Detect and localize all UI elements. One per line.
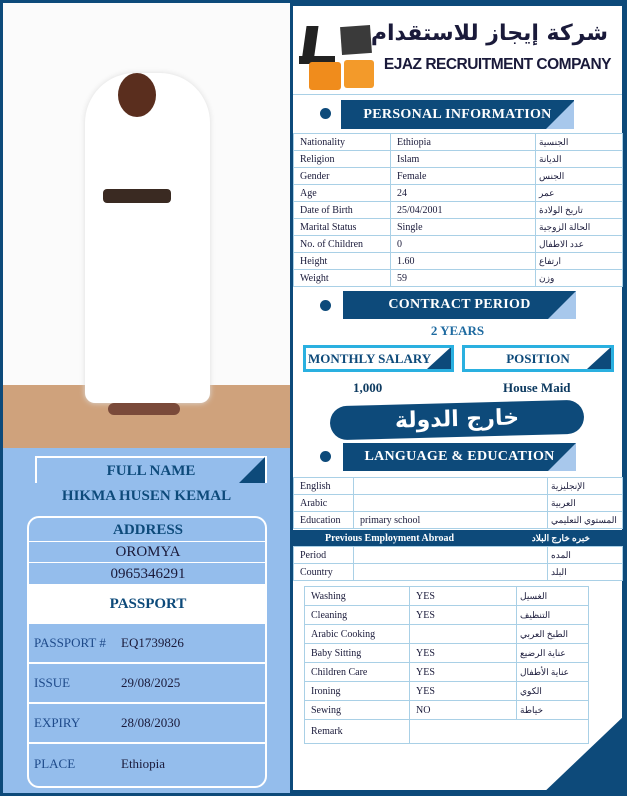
row-label: Sewing: [305, 701, 410, 720]
table-row: [294, 134, 623, 151]
company-name-en: EJAZ RECRUITMENT COMPANY: [383, 56, 611, 73]
passport-field-label: PASSPORT #: [34, 635, 106, 650]
address-passport-card: [27, 516, 267, 788]
remark-label: Remark: [305, 720, 410, 744]
table-row: [294, 478, 623, 495]
full-name-label: FULL NAME: [106, 462, 196, 479]
row-label: Children Care: [305, 663, 410, 682]
row-value: [354, 478, 548, 495]
row-label-ar: الإنجليزية: [548, 478, 623, 495]
table-row: [305, 606, 589, 625]
passport-field-label: PLACE: [34, 756, 76, 771]
row-label-ar: المستوي التعليمي: [548, 512, 623, 529]
row-label-ar: الطبخ العربي: [517, 625, 589, 644]
candidate-info-panel: [3, 448, 290, 793]
location-banner: خارج الدولة: [330, 400, 585, 441]
personal-info-table: [293, 133, 623, 287]
row-value: [354, 564, 548, 581]
salary-value: 1,000: [353, 380, 383, 395]
row-value: NO: [410, 701, 517, 720]
monthly-salary-box: MONTHLY SALARY: [303, 345, 454, 372]
row-label-ar: الكوي: [517, 682, 589, 701]
passport-field-label: EXPIRY: [34, 715, 81, 730]
passport-field-value: 28/08/2030: [121, 715, 181, 730]
company-name-ar: شركة إيجاز للاستقدام: [370, 21, 608, 46]
row-label: Period: [294, 547, 354, 564]
passport-title: PASSPORT: [109, 596, 187, 612]
row-label: Education: [294, 512, 354, 529]
row-label: Weight: [294, 270, 391, 287]
row-value: YES: [410, 682, 517, 701]
table-row: [294, 547, 623, 564]
row-value: 25/04/2001: [391, 202, 536, 219]
row-label-ar: وزن: [536, 270, 623, 287]
row-value: 24: [391, 185, 536, 202]
table-row: [294, 151, 623, 168]
row-label: Marital Status: [294, 219, 391, 236]
figure-body: [85, 73, 210, 403]
row-label: Ironing: [305, 682, 410, 701]
row-label: Arabic: [294, 495, 354, 512]
contract-period-header: CONTRACT PERIOD: [343, 291, 576, 319]
table-row: [294, 253, 623, 270]
row-label-ar: عدد الاطفال: [536, 236, 623, 253]
table-row: [305, 682, 589, 701]
row-label-ar: التنظيف: [517, 606, 589, 625]
row-label-ar: عناية الرضيع: [517, 644, 589, 663]
table-row: [294, 236, 623, 253]
row-value: Single: [391, 219, 536, 236]
contract-period-value: 2 YEARS: [430, 323, 485, 338]
table-row: [305, 587, 589, 606]
row-label-ar: الجنسية: [536, 134, 623, 151]
row-label-ar: الحالة الزوجية: [536, 219, 623, 236]
row-label-ar: عمر: [536, 185, 623, 202]
passport-field-value: Ethiopia: [121, 756, 166, 771]
table-row: [294, 185, 623, 202]
personal-info-header: PERSONAL INFORMATION: [341, 100, 574, 129]
row-label: Height: [294, 253, 391, 270]
bullet-icon: [320, 451, 331, 462]
passport-field-label: ISSUE: [34, 675, 71, 690]
language-and-previous-block: [293, 477, 622, 581]
table-row: [305, 644, 589, 663]
row-label: Country: [294, 564, 354, 581]
table-row: [294, 202, 623, 219]
table-row: [294, 564, 623, 581]
previous-employment-header: Previous Employment Abroad خبره خارج البلاد: [293, 530, 622, 546]
phone-number: 0965346291: [110, 565, 186, 582]
row-value: [410, 625, 517, 644]
corner-decoration: [540, 715, 625, 796]
language-table: [293, 477, 623, 529]
row-label-ar: ارتفاع: [536, 253, 623, 270]
passport-field-value: 29/08/2025: [121, 675, 181, 690]
figure-face: [118, 73, 156, 117]
row-label-ar: تاريخ الولادة: [536, 202, 623, 219]
row-label: No. of Children: [294, 236, 391, 253]
row-label-ar: الجنس: [536, 168, 623, 185]
row-value: YES: [410, 606, 517, 625]
row-value: YES: [410, 663, 517, 682]
row-label-ar: عناية الأطفال: [517, 663, 589, 682]
row-value: YES: [410, 644, 517, 663]
table-row: [294, 495, 623, 512]
table-row: [305, 625, 589, 644]
row-label-ar: المده: [548, 547, 623, 564]
row-value: 1.60: [391, 253, 536, 270]
row-label: Religion: [294, 151, 391, 168]
row-label-ar: العربية: [548, 495, 623, 512]
position-value: House Maid: [503, 380, 571, 395]
position-box: POSITION: [462, 345, 614, 372]
figure-belt: [103, 189, 171, 203]
row-label: Baby Sitting: [305, 644, 410, 663]
row-value: [354, 547, 548, 564]
row-value: Female: [391, 168, 536, 185]
row-label-ar: خياطة: [517, 701, 589, 720]
row-label-ar: البلد: [548, 564, 623, 581]
bullet-icon: [320, 300, 331, 311]
previous-employment-table: [293, 546, 623, 581]
row-value: 0: [391, 236, 536, 253]
bullet-icon: [320, 108, 331, 119]
row-label-ar: الغسيل: [517, 587, 589, 606]
passport-row: [29, 744, 267, 784]
table-row: [294, 168, 623, 185]
row-label-ar: الديانة: [536, 151, 623, 168]
row-value: YES: [410, 587, 517, 606]
figure-feet: [108, 403, 180, 415]
row-label: Washing: [305, 587, 410, 606]
table-row: [294, 512, 623, 529]
table-row: [294, 219, 623, 236]
company-logo: [299, 14, 379, 94]
table-row: [305, 663, 589, 682]
row-label: Gender: [294, 168, 391, 185]
row-label: Cleaning: [305, 606, 410, 625]
address-value: OROMYA: [115, 544, 181, 560]
passport-row: [29, 704, 267, 744]
candidate-photo: [3, 3, 290, 448]
row-value: 59: [391, 270, 536, 287]
passport-field-value: EQ1739826: [121, 635, 184, 650]
language-education-header: LANGUAGE & EDUCATION: [343, 443, 576, 471]
row-label: Arabic Cooking: [305, 625, 410, 644]
full-name-box: [35, 456, 267, 483]
table-row: [294, 270, 623, 287]
row-value: Ethiopia: [391, 134, 536, 151]
details-panel: [293, 6, 622, 790]
row-value: [354, 495, 548, 512]
row-label: Date of Birth: [294, 202, 391, 219]
row-label: English: [294, 478, 354, 495]
row-label: Nationality: [294, 134, 391, 151]
full-name: HIKMA HUSEN KEMAL: [61, 488, 232, 504]
passport-row: [29, 664, 267, 704]
row-value: Islam: [391, 151, 536, 168]
row-value: primary school: [354, 512, 548, 529]
row-label: Age: [294, 185, 391, 202]
address-label: ADDRESS: [112, 521, 184, 538]
passport-row: [29, 624, 267, 664]
